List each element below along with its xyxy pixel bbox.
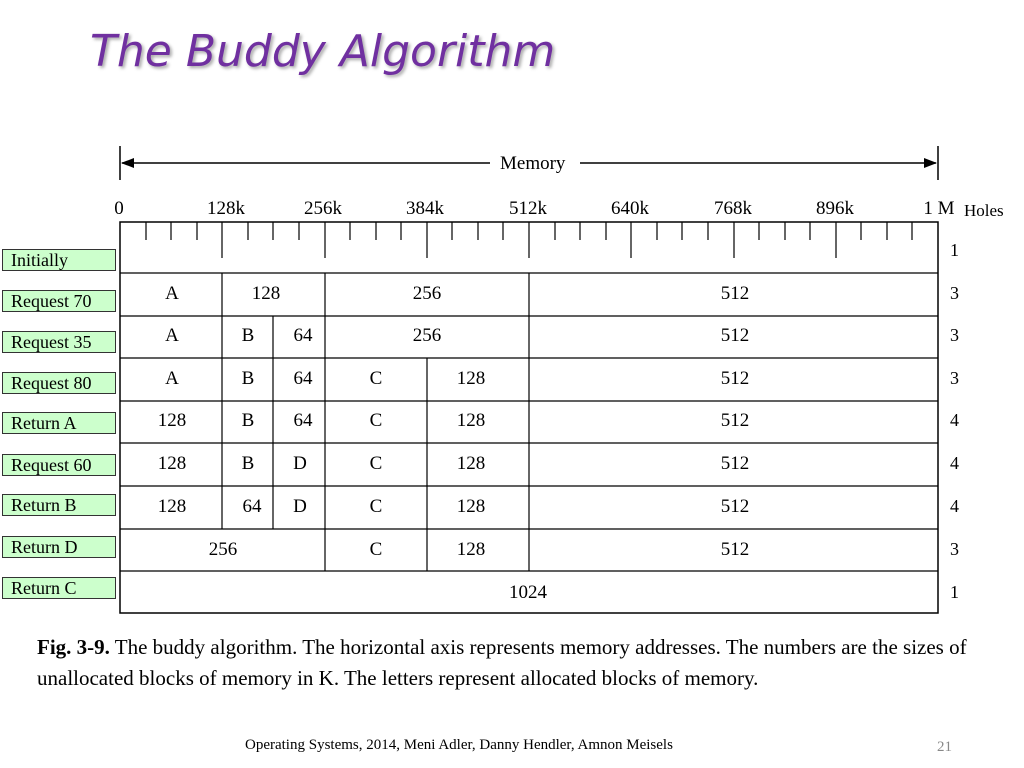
block-r8-128: 128 [456, 539, 486, 560]
block-r2-128: 128 [251, 283, 281, 304]
row-label-request-60: Request 60 [2, 454, 116, 476]
holes-request-70: 3 [950, 283, 959, 303]
block-r2-256: 256 [412, 283, 442, 304]
holes-request-35: 3 [950, 325, 959, 345]
axis-label-512k: 512k [509, 198, 547, 219]
figure-caption [37, 632, 1017, 694]
memory-label: Memory [500, 153, 566, 174]
block-r5-128b: 128 [456, 410, 486, 431]
holes-header: Holes [964, 201, 1004, 220]
row-label-request-80: Request 80 [2, 372, 116, 394]
row-label-return-d: Return D [2, 536, 116, 558]
axis-label-1m: 1 M [923, 198, 955, 219]
axis-label-128k: 128k [207, 198, 245, 219]
block-r5-512: 512 [720, 410, 750, 431]
block-r7-64: 64 [242, 496, 262, 517]
block-r5-c: C [369, 410, 383, 431]
axis-label-640k: 640k [611, 198, 649, 219]
block-r4-b: B [241, 368, 255, 389]
block-r4-c: C [369, 368, 383, 389]
block-r3-b: B [241, 325, 255, 346]
holes-return-d: 3 [950, 539, 959, 559]
holes-request-80: 3 [950, 368, 959, 388]
block-r3-512: 512 [720, 325, 750, 346]
block-r4-64: 64 [293, 368, 313, 389]
block-r6-d: D [293, 453, 307, 474]
axis-label-0: 0 [114, 198, 124, 219]
block-r2-a: A [165, 283, 179, 304]
block-r8-512: 512 [720, 539, 750, 560]
block-r4-a: A [165, 368, 179, 389]
block-r5-64: 64 [293, 410, 313, 431]
holes-return-c: 1 [950, 582, 959, 602]
block-r6-b: B [241, 453, 255, 474]
block-r4-128: 128 [456, 368, 486, 389]
block-r6-128b: 128 [456, 453, 486, 474]
axis-label-768k: 768k [714, 198, 752, 219]
slide-footer: Operating Systems, 2014, Meni Adler, Danny Hendler, Amnon Meisels [245, 737, 673, 753]
row-label-return-b: Return B [2, 494, 116, 516]
address-ticks [146, 222, 912, 258]
caption-text: The buddy algorithm. The horizontal axis represents memory addresses. The numbers are the sizes of unallocated blocks of memory in K. The letters represent allocated blocks of memory. [37, 635, 967, 690]
row-label-return-c: Return C [2, 577, 116, 599]
row-label-initially: Initially [2, 249, 116, 271]
slide-title: The Buddy Algorithm [90, 26, 556, 77]
block-r7-128b: 128 [456, 496, 486, 517]
block-r6-512: 512 [720, 453, 750, 474]
block-r3-64: 64 [293, 325, 313, 346]
axis-label-896k: 896k [816, 198, 854, 219]
block-r9-1024: 1024 [509, 582, 547, 603]
block-r7-c: C [369, 496, 383, 517]
page-number: 21 [937, 739, 952, 755]
block-r6-128a: 128 [157, 453, 187, 474]
block-r8-256: 256 [208, 539, 238, 560]
figure-number: Fig. 3-9. [37, 635, 110, 659]
axis-label-384k: 384k [406, 198, 444, 219]
block-r7-512: 512 [720, 496, 750, 517]
holes-return-b: 4 [950, 496, 959, 516]
holes-return-a: 4 [950, 410, 959, 430]
holes-request-60: 4 [950, 453, 959, 473]
row-label-return-a: Return A [2, 412, 116, 434]
block-r7-128a: 128 [157, 496, 187, 517]
axis-label-256k: 256k [304, 198, 342, 219]
block-r8-c: C [369, 539, 383, 560]
block-r3-256: 256 [412, 325, 442, 346]
block-r2-512: 512 [720, 283, 750, 304]
holes-initially: 1 [950, 240, 959, 260]
block-r3-a: A [165, 325, 179, 346]
block-r7-d: D [293, 496, 307, 517]
block-r5-b: B [241, 410, 255, 431]
block-r4-512: 512 [720, 368, 750, 389]
block-r6-c: C [369, 453, 383, 474]
row-label-request-70: Request 70 [2, 290, 116, 312]
block-r5-128a: 128 [157, 410, 187, 431]
row-label-request-35: Request 35 [2, 331, 116, 353]
